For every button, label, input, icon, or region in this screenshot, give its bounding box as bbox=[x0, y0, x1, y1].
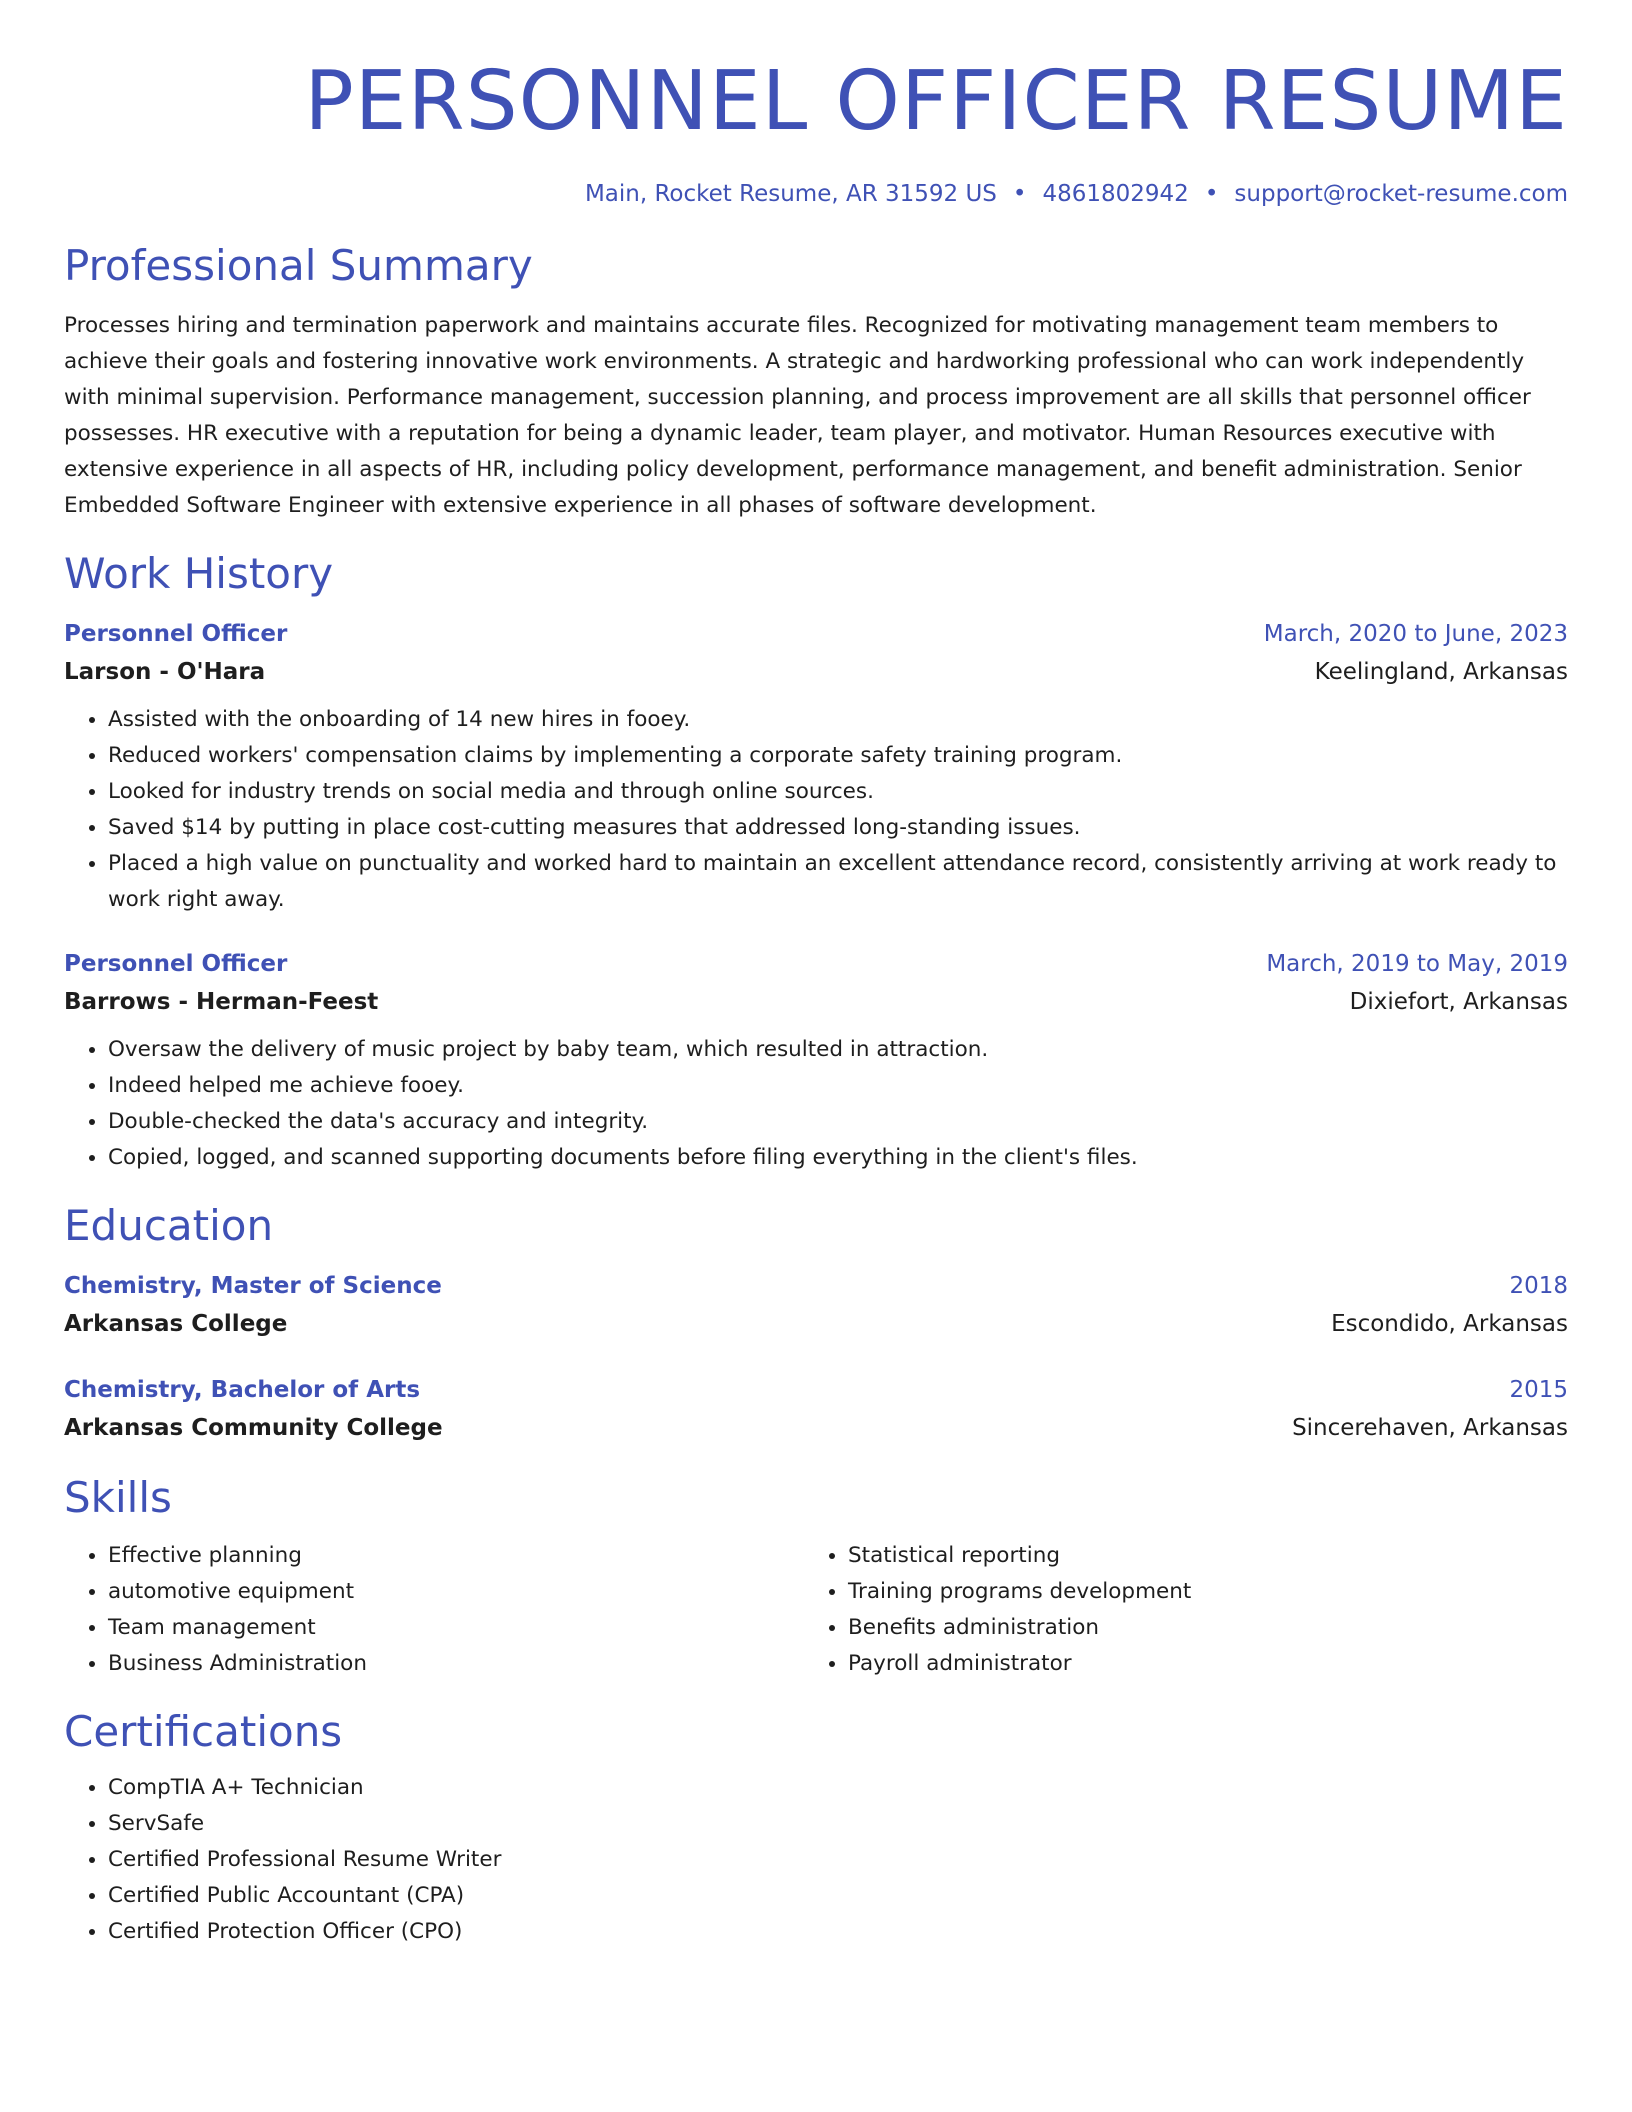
certification-item: • Certified Protection Officer (CPO) bbox=[108, 1914, 1568, 1950]
contact-email[interactable]: support@rocket-resume.com bbox=[1234, 181, 1568, 207]
section-title-summary: Professional Summary bbox=[64, 241, 533, 290]
certifications-list bbox=[64, 1770, 1568, 1950]
education-location: Sincerehaven, Arkansas bbox=[1292, 1415, 1568, 1441]
skill-item: • Benefits administration bbox=[848, 1610, 1544, 1646]
job-entry bbox=[64, 616, 1568, 918]
skill-item: • Payroll administrator bbox=[848, 1646, 1544, 1682]
education-school: Arkansas Community College bbox=[64, 1415, 443, 1441]
section-title-skills: Skills bbox=[64, 1473, 172, 1522]
education-degree: Chemistry, Master of Science bbox=[64, 1273, 442, 1299]
contact-line bbox=[64, 178, 1568, 210]
work-section bbox=[64, 546, 1568, 1176]
contact-separator: • bbox=[1204, 181, 1219, 207]
job-bullet: • Reduced workers' compensation claims by implementing a corporate safety training program. bbox=[108, 738, 1568, 774]
skill-item: • Statistical reporting bbox=[848, 1538, 1544, 1574]
summary-text: Processes hiring and termination paperwork and maintains accurate files. Recognized for motivating management team members to achieve their goals and fostering innovative work environments. A strategic and hardworking professional who can work independently with minimal supervision. Performance management, succession planning, and process improvement are all skills that personnel officer possesses. HR executive with a reputation for being a dynamic leader, team player, and motivator. Human Resources executive with extensive experience in all aspects of HR, including policy development, performance management, and benefit administration. Senior Embedded Software Engineer with extensive experience in all phases of software development. bbox=[64, 313, 1531, 518]
certification-item: • Certified Professional Resume Writer bbox=[108, 1842, 1568, 1878]
job-bullet: • Assisted with the onboarding of 14 new hires in fooey. bbox=[108, 702, 1568, 738]
skill-item: • Training programs development bbox=[848, 1574, 1544, 1610]
job-role: Personnel Officer bbox=[64, 951, 288, 977]
certification-item: • Certified Public Accountant (CPA) bbox=[108, 1878, 1568, 1914]
summary-section bbox=[64, 238, 1568, 524]
skill-item: • Business Administration bbox=[108, 1646, 804, 1682]
education-entry bbox=[64, 1372, 1568, 1448]
education-year: 2015 bbox=[1509, 1377, 1568, 1403]
education-year: 2018 bbox=[1509, 1273, 1568, 1299]
job-company: Barrows - Herman-Feest bbox=[64, 989, 379, 1015]
section-title-certifications: Certifications bbox=[64, 1707, 343, 1756]
skill-item: • Team management bbox=[108, 1610, 804, 1646]
skills-section bbox=[64, 1470, 1568, 1682]
job-bullet: • Copied, logged, and scanned supporting documents before filing everything in the client's files. bbox=[108, 1140, 1568, 1176]
skill-item: • Effective planning bbox=[108, 1538, 804, 1574]
job-bullet: • Oversaw the delivery of music project by baby team, which resulted in attraction. bbox=[108, 1032, 1568, 1068]
education-location: Escondido, Arkansas bbox=[1331, 1311, 1568, 1337]
job-dates: March, 2019 to May, 2019 bbox=[1266, 951, 1568, 977]
job-entry bbox=[64, 946, 1568, 1176]
education-degree: Chemistry, Bachelor of Arts bbox=[64, 1377, 421, 1403]
contact-separator: • bbox=[1012, 181, 1027, 207]
section-title-work: Work History bbox=[64, 549, 334, 598]
skills-list-left bbox=[64, 1538, 804, 1682]
job-role: Personnel Officer bbox=[64, 621, 288, 647]
certification-item: • ServSafe bbox=[108, 1806, 1568, 1842]
contact-address: Main, Rocket Resume, AR 31592 US bbox=[584, 181, 997, 207]
education-section bbox=[64, 1198, 1568, 1448]
section-title-education: Education bbox=[64, 1201, 274, 1250]
education-school: Arkansas College bbox=[64, 1311, 288, 1337]
job-bullets bbox=[64, 1032, 1568, 1176]
job-bullet: • Saved $14 by putting in place cost-cutting measures that addressed long-standing issues. bbox=[108, 810, 1568, 846]
job-location: Keelingland, Arkansas bbox=[1314, 659, 1568, 685]
job-bullet: • Placed a high value on punctuality and worked hard to maintain an excellent attendance record, consistently arriving at work ready to work right away. bbox=[108, 846, 1568, 918]
skills-columns bbox=[64, 1538, 1568, 1682]
certification-item: • CompTIA A+ Technician bbox=[108, 1770, 1568, 1806]
contact-phone: 4861802942 bbox=[1042, 181, 1189, 207]
job-bullets bbox=[64, 702, 1568, 918]
skills-list-right bbox=[804, 1538, 1544, 1682]
job-location: Dixiefort, Arkansas bbox=[1349, 989, 1568, 1015]
skill-item: • automotive equipment bbox=[108, 1574, 804, 1610]
job-bullet: • Looked for industry trends on social media and through online sources. bbox=[108, 774, 1568, 810]
certifications-section bbox=[64, 1704, 1568, 1950]
job-bullet: • Indeed helped me achieve fooey. bbox=[108, 1068, 1568, 1104]
education-entry bbox=[64, 1268, 1568, 1344]
job-company: Larson - O'Hara bbox=[64, 659, 266, 685]
job-dates: March, 2020 to June, 2023 bbox=[1263, 621, 1568, 647]
resume-title: PERSONNEL OFFICER RESUME bbox=[304, 54, 1568, 149]
job-bullet: • Double-checked the data's accuracy and integrity. bbox=[108, 1104, 1568, 1140]
